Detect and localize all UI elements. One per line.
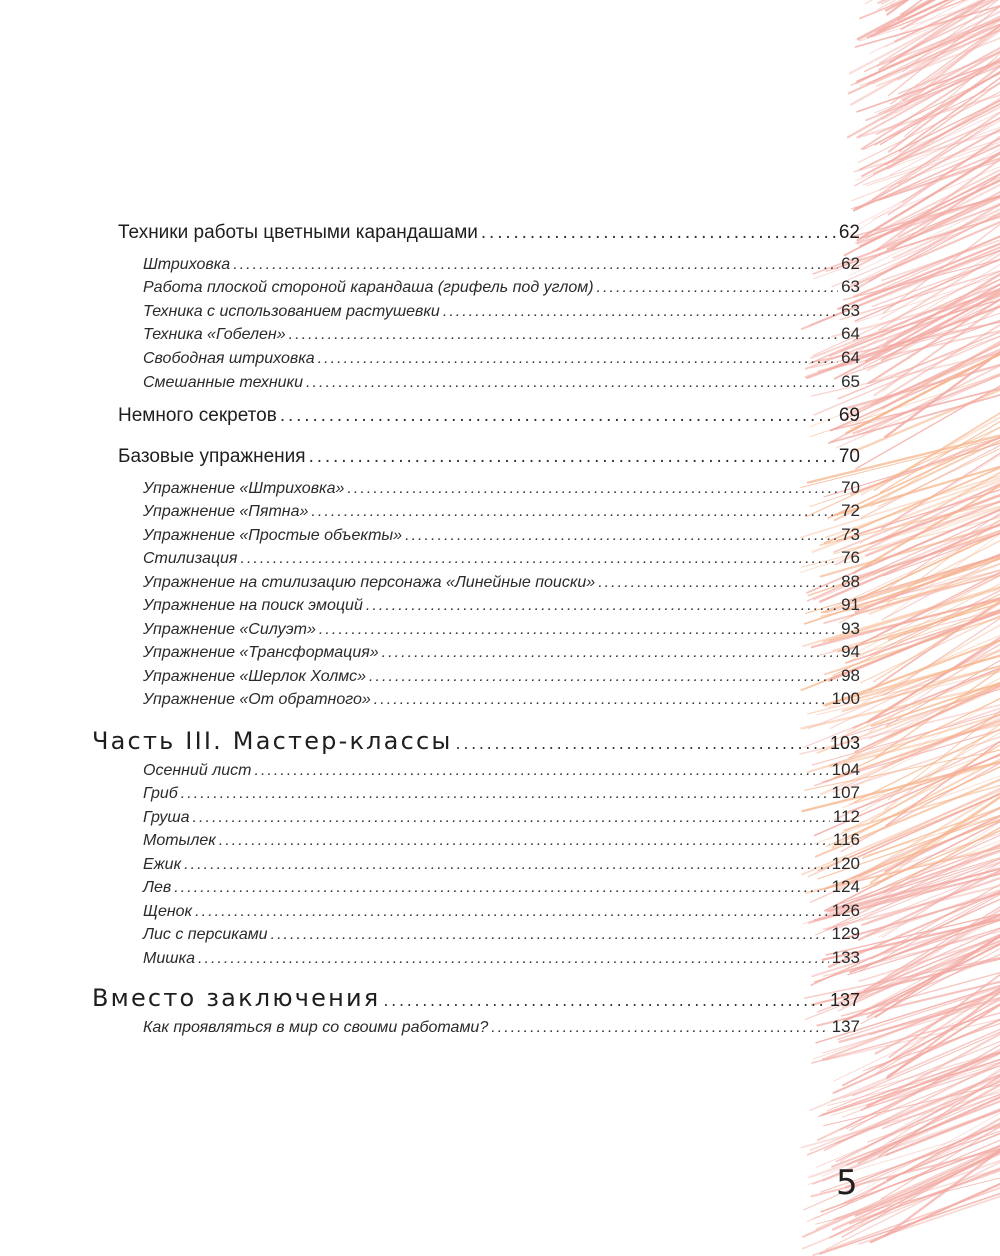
toc-entry-title: Техника с использованием растушевки xyxy=(143,303,440,320)
dot-leader xyxy=(347,480,838,498)
dot-leader xyxy=(174,879,828,897)
toc-entry-title: Лев xyxy=(143,879,172,896)
toc-entry-title: Упражнение «Трансформация» xyxy=(143,644,379,661)
toc-entry-title: Упражнение «Силуэт» xyxy=(143,621,316,638)
dot-leader xyxy=(280,405,836,427)
toc-section[interactable] xyxy=(143,1017,860,1037)
toc-section[interactable] xyxy=(143,324,860,344)
toc-part-master-classes[interactable] xyxy=(92,727,860,755)
toc-entry-title: Упражнение на поиск эмоций xyxy=(143,597,363,614)
toc-entry-page: 69 xyxy=(838,405,860,426)
toc-entry-title: Стилизация xyxy=(143,550,238,567)
toc-entry-title: Мотылек xyxy=(143,832,216,849)
toc-entry-title: Вместо заключения xyxy=(92,984,381,1012)
toc-entry-page: 137 xyxy=(831,1017,860,1036)
dot-leader xyxy=(318,350,838,368)
toc-entry-title: Мишка xyxy=(143,950,195,967)
toc-entry-page: 76 xyxy=(841,548,860,567)
toc-entry-title: Упражнение на стилизацию персонажа «Линейные поиски» xyxy=(143,574,596,591)
toc-entry-title: Упражнение «От обратного» xyxy=(143,691,371,708)
dot-leader xyxy=(233,256,838,274)
toc-entry-page: 70 xyxy=(841,478,860,497)
toc-entry-page: 65 xyxy=(841,372,860,391)
toc-entry-page: 137 xyxy=(829,990,860,1010)
toc-entry-title: Упражнение «Пятна» xyxy=(143,503,309,520)
toc-entry-page: 62 xyxy=(838,222,860,243)
toc-entry-title: Техники работы цветными карандашами xyxy=(118,222,478,243)
toc-entry-title: Упражнение «Простые объекты» xyxy=(143,527,403,544)
toc-entry-page: 91 xyxy=(841,595,860,614)
toc-entry-page: 64 xyxy=(841,348,860,367)
toc-entry-title: Свободная штриховка xyxy=(143,350,315,367)
toc-section[interactable] xyxy=(143,854,860,874)
dot-leader xyxy=(456,734,827,753)
dot-leader xyxy=(598,574,838,592)
dot-leader xyxy=(289,326,838,344)
toc-section[interactable] xyxy=(143,595,860,615)
dot-leader xyxy=(597,279,839,297)
toc-section[interactable] xyxy=(143,572,860,592)
toc-entry-title: Часть III. Мастер-классы xyxy=(92,727,453,755)
toc-entry-page: 103 xyxy=(829,733,860,753)
dot-leader xyxy=(383,991,827,1010)
dot-leader xyxy=(366,597,838,615)
toc-section[interactable] xyxy=(143,372,860,392)
dot-leader xyxy=(198,950,829,968)
toc-chapter-basic-exercises[interactable] xyxy=(118,446,860,468)
toc-section[interactable] xyxy=(143,877,860,897)
dot-leader xyxy=(271,926,829,944)
toc-entry-title: Штриховка xyxy=(143,256,231,273)
toc-entry-page: 63 xyxy=(841,301,860,320)
dot-leader xyxy=(443,303,838,321)
toc-entry-page: 72 xyxy=(841,501,860,520)
dot-leader xyxy=(240,550,838,568)
toc-entry-page: 124 xyxy=(831,877,860,896)
toc-section[interactable] xyxy=(143,277,860,297)
toc-entry-page: 94 xyxy=(841,642,860,661)
dot-leader xyxy=(219,832,830,850)
toc-entry-page: 107 xyxy=(831,783,860,802)
dot-leader xyxy=(254,762,828,780)
toc-section[interactable] xyxy=(143,525,860,545)
toc-entry-title: Лис с персиками xyxy=(143,926,268,943)
dot-leader xyxy=(481,222,836,244)
dot-leader xyxy=(382,644,838,662)
toc-entry-title: Как проявляться в мир со своими работами? xyxy=(143,1019,489,1036)
toc-entry-page: 63 xyxy=(841,277,860,296)
toc-section[interactable] xyxy=(143,807,860,827)
toc-section[interactable] xyxy=(143,689,860,709)
toc-entry-page: 116 xyxy=(832,830,860,849)
toc-entry-title: Ежик xyxy=(143,856,182,873)
dot-leader xyxy=(184,856,828,874)
toc-entry-title: Осенний лист xyxy=(143,762,252,779)
toc-entry-page: 73 xyxy=(841,525,860,544)
dot-leader xyxy=(374,691,829,709)
toc-entry-page: 133 xyxy=(831,948,860,967)
toc-entry-page: 70 xyxy=(838,446,860,467)
toc-entry-page: 112 xyxy=(832,807,860,826)
toc-section[interactable] xyxy=(143,948,860,968)
dot-leader xyxy=(491,1019,828,1037)
toc-entry-page: 64 xyxy=(841,324,860,343)
page-number: 5 xyxy=(836,1163,858,1203)
toc-section[interactable] xyxy=(143,478,860,498)
toc-entry-page: 129 xyxy=(831,924,860,943)
toc-section[interactable] xyxy=(143,901,860,921)
toc-section[interactable] xyxy=(143,924,860,944)
toc-entry-title: Немного секретов xyxy=(118,405,277,426)
toc-entry-page: 93 xyxy=(841,619,860,638)
toc-chapter-techniques[interactable] xyxy=(118,222,860,244)
dot-leader xyxy=(369,668,838,686)
toc-entry-title: Груша xyxy=(143,809,190,826)
toc-section[interactable] xyxy=(143,619,860,639)
dot-leader xyxy=(405,527,838,545)
toc-entry-page: 120 xyxy=(831,854,860,873)
toc-entry-page: 104 xyxy=(831,760,860,779)
dot-leader xyxy=(319,621,838,639)
toc-section[interactable] xyxy=(143,666,860,686)
dot-leader xyxy=(193,809,830,827)
toc-part-conclusion[interactable] xyxy=(92,984,860,1012)
dot-leader xyxy=(195,903,829,921)
toc-entry-page: 126 xyxy=(831,901,860,920)
toc-entry-page: 98 xyxy=(841,666,860,685)
dot-leader xyxy=(311,503,838,521)
toc-entry-page: 62 xyxy=(841,254,860,273)
toc-section[interactable] xyxy=(143,548,860,568)
dot-leader xyxy=(309,446,836,468)
toc-entry-title: Щенок xyxy=(143,903,193,920)
toc-entry-page: 88 xyxy=(841,572,860,591)
toc-entry-title: Смешанные техники xyxy=(143,374,304,391)
toc-section[interactable] xyxy=(143,301,860,321)
dot-leader xyxy=(181,785,829,803)
toc-entry-title: Работа плоской стороной карандаша (грифель под углом) xyxy=(143,279,594,296)
toc-section[interactable] xyxy=(143,830,860,850)
toc-entry-title: Техника «Гобелен» xyxy=(143,326,286,343)
toc-section[interactable] xyxy=(143,760,860,780)
toc-section[interactable] xyxy=(143,501,860,521)
toc-entry-title: Упражнение «Шерлок Холмс» xyxy=(143,668,366,685)
toc-entry-title: Гриб xyxy=(143,785,178,802)
toc-entry-title: Упражнение «Штриховка» xyxy=(143,480,345,497)
toc-section[interactable] xyxy=(143,254,860,274)
toc-section[interactable] xyxy=(143,348,860,368)
toc-entry-title: Базовые упражнения xyxy=(118,446,306,467)
toc-section[interactable] xyxy=(143,642,860,662)
toc-entry-page: 100 xyxy=(831,689,860,708)
toc-chapter-secrets[interactable] xyxy=(118,405,860,427)
dot-leader xyxy=(306,374,838,392)
toc-section[interactable] xyxy=(143,783,860,803)
